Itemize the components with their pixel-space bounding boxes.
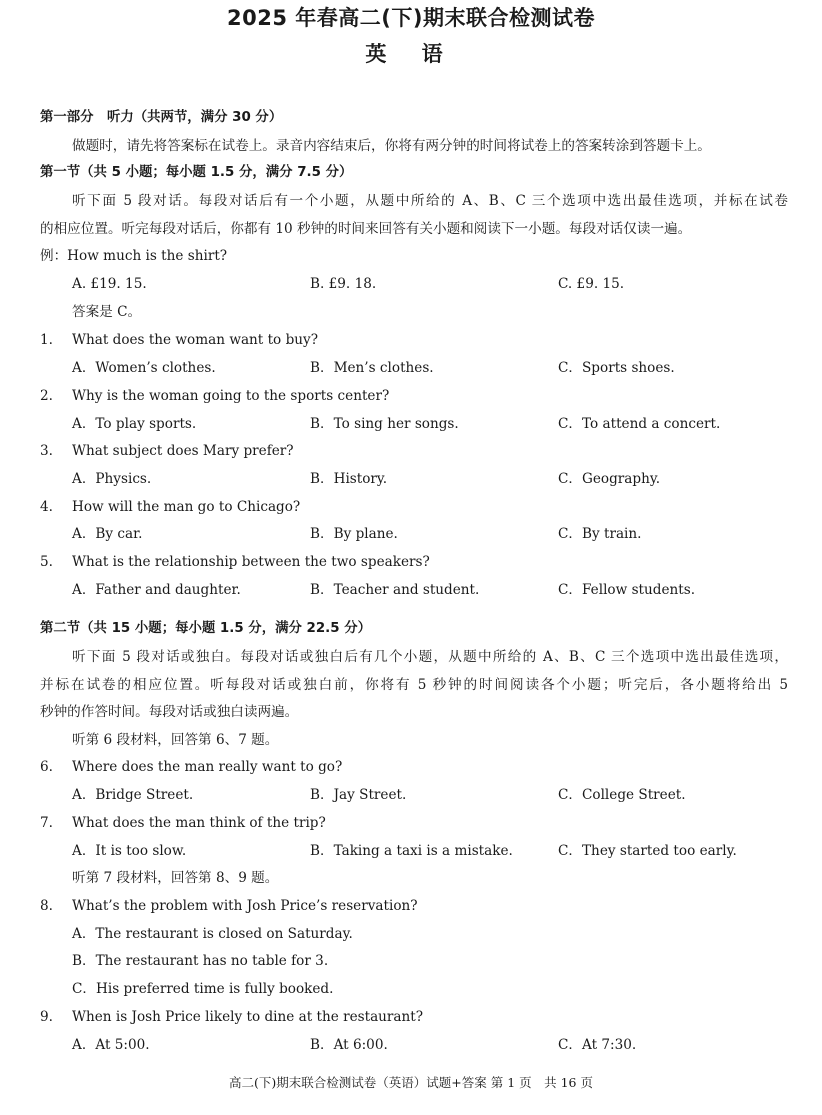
question-1-option-c: C．Sports shoes. (558, 360, 675, 376)
section2-instructions-line2: 并标在试卷的相应位置。听每段对话或独白前，你将有 5 秒钟的时间阅读各个小题；听完后，各小题将给出 5 (40, 677, 788, 693)
section1-instructions-line2: 的相应位置。听完每段对话后，你都有 10 秒钟的时间来回答有关小题和阅读下一小题。每段对话仅读一遍。 (40, 221, 692, 237)
part1-heading: 第一部分 听力（共两节，满分 30 分） (40, 110, 283, 125)
question-6-option-c: C．College Street. (558, 787, 686, 803)
question-8-option-b: B．The restaurant has no table for 3. (72, 953, 329, 969)
material-7-instruction: 听第 7 段材料，回答第 8、9 题。 (72, 870, 279, 886)
question-8-option-c: C．His preferred time is fully booked. (72, 981, 334, 997)
question-5-option-c: C．Fellow students. (558, 582, 696, 598)
question-6-text: Where does the man really want to go? (72, 759, 343, 775)
section1-heading: 第一节（共 5 小题；每小题 1.5 分，满分 7.5 分） (40, 165, 353, 180)
question-8-number: 8. (40, 898, 53, 914)
example-answer: 答案是 C。 (72, 304, 142, 320)
exam-title: 2025 年春高二(下)期末联合检测试卷 (227, 6, 595, 30)
section2-instructions-line3: 秒钟的作答时间。每段对话或独白读两遍。 (40, 704, 299, 720)
question-6-number: 6. (40, 759, 53, 775)
question-1-option-a: A．Women’s clothes. (72, 360, 216, 376)
question-9-text: When is Josh Price likely to dine at the restaurant? (72, 1009, 424, 1025)
question-2-text: Why is the woman going to the sports center? (72, 388, 390, 404)
example-question: 例：How much is the shirt? (40, 248, 228, 264)
exam-subject: 英 语 (365, 42, 457, 66)
question-2-number: 2. (40, 388, 53, 404)
question-5-text: What is the relationship between the two speakers? (72, 554, 430, 570)
question-6-option-b: B．Jay Street. (310, 787, 407, 803)
question-5-number: 5. (40, 554, 53, 570)
section2-instructions-line1: 听下面 5 段对话或独白。每段对话或独白后有几个小题，从题中所给的 A、B、C 三个选项中选出最佳选项， (72, 649, 788, 665)
question-7-option-a: A．It is too slow. (72, 843, 187, 859)
material-6-instruction: 听第 6 段材料，回答第 6、7 题。 (72, 732, 279, 748)
question-1-option-b: B．Men’s clothes. (310, 360, 434, 376)
question-4-option-b: B．By plane. (310, 526, 398, 542)
question-4-option-a: A．By car. (72, 526, 143, 542)
section1-instructions-line1: 听下面 5 段对话。每段对话后有一个小题，从题中所给的 A、B、C 三个选项中选出最佳选项，并标在试卷 (72, 193, 788, 209)
section2-heading: 第二节（共 15 小题；每小题 1.5 分，满分 22.5 分） (40, 621, 372, 636)
question-5-option-b: B．Teacher and student. (310, 582, 480, 598)
question-7-option-b: B．Taking a taxi is a mistake. (310, 843, 513, 859)
question-5-option-a: A．Father and daughter. (72, 582, 241, 598)
question-1-number: 1. (40, 332, 53, 348)
question-4-number: 4. (40, 499, 53, 515)
question-7-text: What does the man think of the trip? (72, 815, 326, 831)
question-9-option-a: A．At 5:00. (72, 1037, 150, 1053)
example-option-a: A. £19. 15. (72, 276, 147, 292)
page-footer: 高二(下)期末联合检测试卷（英语）试题+答案 第 1 页 共 16 页 (229, 1075, 593, 1090)
question-9-number: 9. (40, 1009, 53, 1025)
question-6-option-a: A．Bridge Street. (72, 787, 194, 803)
question-8-option-a: A．The restaurant is closed on Saturday. (72, 926, 353, 942)
part1-intro: 做题时，请先将答案标在试卷上。录音内容结束后，你将有两分钟的时间将试卷上的答案转涂到答题卡上。 (72, 138, 711, 154)
example-option-b: B. £9. 18. (310, 276, 377, 292)
question-7-option-c: C．They started too early. (558, 843, 737, 859)
question-3-number: 3. (40, 443, 53, 459)
question-7-number: 7. (40, 815, 53, 831)
question-8-text: What’s the problem with Josh Price’s reservation? (72, 898, 418, 914)
question-9-option-b: B．At 6:00. (310, 1037, 388, 1053)
question-2-option-b: B．To sing her songs. (310, 416, 459, 432)
question-2-option-c: C．To attend a concert. (558, 416, 721, 432)
example-option-c: C. £9. 15. (558, 276, 625, 292)
question-3-option-c: C．Geography. (558, 471, 661, 487)
question-9-option-c: C．At 7:30. (558, 1037, 637, 1053)
question-4-text: How will the man go to Chicago? (72, 499, 301, 515)
question-3-option-a: A．Physics. (72, 471, 152, 487)
question-3-option-b: B．History. (310, 471, 388, 487)
question-4-option-c: C．By train. (558, 526, 642, 542)
question-3-text: What subject does Mary prefer? (72, 443, 294, 459)
question-1-text: What does the woman want to buy? (72, 332, 318, 348)
question-2-option-a: A．To play sports. (72, 416, 197, 432)
